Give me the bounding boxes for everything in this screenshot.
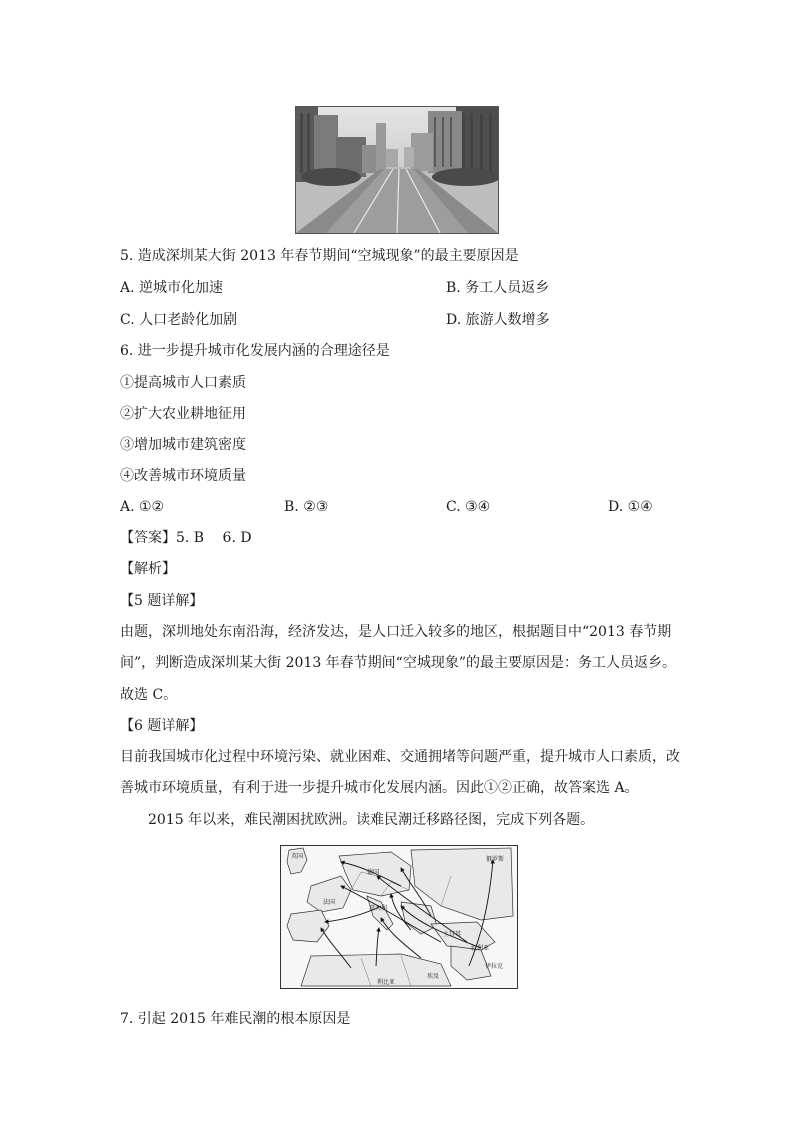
q6-stem: 6. 进一步提升城市化发展内涵的合理途径是 (120, 343, 390, 359)
analysis-title: 【解析】 (120, 561, 176, 577)
street-photo (295, 106, 499, 234)
q5-option-d: D. 旅游人数增多 (446, 312, 550, 328)
q5-detail-title: 【5 题详解】 (120, 593, 204, 609)
map-label-turkey: 土耳其 (443, 931, 462, 938)
map-label-italy: 意大利 (369, 905, 388, 912)
map-label-uk: 英国 (291, 853, 304, 860)
q5-detail-line-2: 间”，判断造成深圳某大街 2013 年春节期间“空城现象”的最主要原因是：务工人员返乡。 (120, 655, 676, 671)
q6-detail-line-1: 目前我国城市化过程中环境污染、就业困难、交通拥堵等问题严重，提升城市人口素质，改 (120, 749, 680, 765)
map-label-iraq: 伊拉克 (485, 963, 504, 970)
q6-option-b: B. ②③ (284, 499, 329, 515)
q5-stem: 5. 造成深圳某大街 2013 年春节期间“空城现象”的最主要原因是 (120, 248, 519, 264)
q6-option-a: A. ①② (120, 499, 165, 515)
q5-option-c: C. 人口老龄化加剧 (120, 312, 238, 328)
q5-option-a: A. 逆城市化加速 (120, 280, 224, 296)
q6-option-d: D. ①④ (608, 499, 653, 515)
q7-stem: 7. 引起 2015 年难民潮的根本原因是 (120, 1011, 351, 1027)
q6-item-2: ②扩大农业耕地征用 (120, 406, 246, 422)
map-label-libya: 利比亚 (377, 979, 396, 986)
map-label-france: 法国 (323, 899, 336, 906)
refugee-route-map (280, 845, 518, 989)
map-label-egypt: 埃及 (427, 973, 440, 980)
map-intro: 2015 年以来，难民潮困扰欧洲。读难民潮迁移路径图，完成下列各题。 (148, 812, 595, 828)
map-label-syria: 叙利亚 (471, 945, 490, 952)
q6-item-4: ④改善城市环境质量 (120, 468, 246, 484)
map-label-germany: 德国 (367, 869, 380, 876)
q5-detail-line-1: 由题，深圳地处东南沿海，经济发达，是人口迁入较多的地区，根据题目中“2013 春节期 (120, 624, 672, 640)
answer-line: 【答案】5. B 6. D (120, 530, 252, 546)
q6-item-3: ③增加城市建筑密度 (120, 437, 246, 453)
map-label-russia: 俄罗斯 (486, 856, 505, 863)
q6-item-1: ①提高城市人口素质 (120, 375, 246, 391)
q5-detail-line-3: 故选 C。 (120, 687, 178, 703)
q6-detail-title: 【6 题详解】 (120, 718, 204, 734)
q6-option-c: C. ③④ (446, 499, 491, 515)
q6-detail-line-2: 善城市环境质量，有利于进一步提升城市化发展内涵。因此①②正确，故答案选 A。 (120, 780, 639, 796)
q5-option-b: B. 务工人员返乡 (446, 280, 550, 296)
